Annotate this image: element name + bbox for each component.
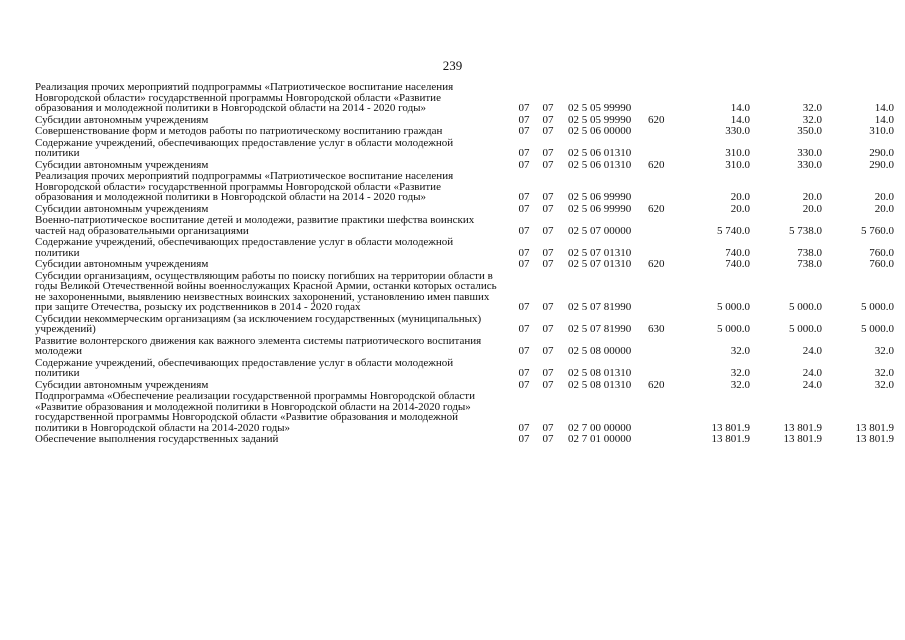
row-amount-year-1: 310.0	[725, 158, 750, 171]
row-amount-year-2: 32.0	[802, 113, 822, 126]
row-expense-type-code	[648, 171, 678, 204]
row-name: Субсидии некоммерческим организациям (за исключением государственных (муниципальных) учреждений)	[35, 312, 482, 335]
row-expense-type-code: 620	[648, 378, 665, 391]
row-subsection-code: 07	[542, 421, 554, 434]
row-amount-year-2: 5 000.0	[789, 301, 822, 313]
row-name: Содержание учреждений, обеспечивающих предоставление услуг в области молодежной политики	[35, 136, 454, 159]
table-row	[35, 358, 894, 380]
row-name: Реализация прочих мероприятий подпрограммы «Патриотическое воспитание населения Новгородской области» государственной программы Новгородской области «Развитие образования и молодежной политики в Новгородской области на 2014 - 2020 годы»	[35, 81, 454, 114]
row-name: Содержание учреждений, обеспечивающих предоставление услуг в области молодежной политики	[35, 356, 454, 379]
row-amount-year-2: 20.0	[802, 202, 822, 215]
table-row	[35, 82, 894, 115]
row-target-article-code: 02 5 06 00000	[568, 125, 632, 137]
row-amount-year-1: 330.0	[725, 125, 750, 137]
row-amount-year-2: 738.0	[797, 246, 822, 259]
table-row	[35, 314, 894, 336]
row-amount-year-2: 24.0	[802, 345, 822, 357]
row-subsection-code: 07	[542, 202, 554, 215]
row-name: Субсидии организациям, осуществляющим работы по поиску погибших на территории области в годы Великой Отечественной войны военнослужащих Красной Армии, останки которых остались не захороненными, выявлению неизвестных воинских захоронений, установлению имен павших при защите Отечества, розыску их родственников в 2014 - 2020 годах	[35, 269, 497, 313]
row-name: Реализация прочих мероприятий подпрограммы «Патриотическое воспитание населения Новгородской области» государственной программы Новгородской области «Развитие образования и молодежной политики в Новгородской области на 2014 - 2020 годы»	[35, 170, 454, 203]
row-expense-type-code	[648, 138, 678, 160]
row-section-code: 07	[518, 421, 530, 434]
row-amount-year-3: 14.0	[874, 102, 894, 114]
row-amount-year-3: 13 801.9	[855, 421, 894, 434]
row-amount-year-1: 14.0	[730, 113, 750, 126]
row-subsection-code: 07	[542, 258, 554, 270]
row-amount-year-1: 20.0	[730, 202, 750, 215]
row-name: Субсидии автономным учреждениям	[35, 113, 209, 126]
row-amount-year-3: 5 000.0	[861, 323, 894, 335]
row-amount-year-2: 13 801.9	[783, 433, 822, 445]
row-subsection-code: 07	[542, 246, 554, 259]
row-subsection-code: 07	[542, 158, 554, 171]
table-row	[35, 215, 894, 237]
row-target-article-code: 02 5 07 81990	[568, 323, 632, 335]
row-amount-year-2: 350.0	[797, 125, 822, 137]
row-amount-year-2: 24.0	[802, 367, 822, 379]
row-amount-year-1: 310.0	[725, 147, 750, 159]
row-amount-year-3: 290.0	[869, 158, 894, 171]
row-name: Содержание учреждений, обеспечивающих предоставление услуг в области молодежной политики	[35, 236, 454, 259]
table-row	[35, 237, 894, 259]
row-amount-year-1: 5 000.0	[717, 323, 750, 335]
row-name: Обеспечение выполнения государственных заданий	[35, 433, 279, 445]
row-target-article-code: 02 5 05 99990	[568, 102, 632, 114]
row-target-article-code: 02 5 05 99990	[568, 113, 632, 126]
row-section-code: 07	[518, 102, 530, 114]
row-section-code: 07	[518, 433, 530, 445]
row-expense-type-code: 630	[648, 323, 665, 335]
row-expense-type-code	[648, 336, 678, 358]
row-target-article-code: 02 5 06 01310	[568, 147, 632, 159]
row-subsection-code: 07	[542, 433, 554, 445]
row-section-code: 07	[518, 113, 530, 126]
row-amount-year-1: 740.0	[725, 246, 750, 259]
row-expense-type-code: 620	[648, 158, 665, 171]
row-section-code: 07	[518, 258, 530, 270]
row-amount-year-1: 20.0	[730, 191, 750, 203]
row-target-article-code: 02 5 06 01310	[568, 158, 632, 171]
row-amount-year-3: 32.0	[874, 345, 894, 357]
row-expense-type-code	[648, 391, 678, 434]
row-name: Субсидии автономным учреждениям	[35, 158, 209, 171]
row-amount-year-3: 20.0	[874, 191, 894, 203]
row-subsection-code: 07	[542, 125, 554, 137]
row-target-article-code: 02 5 08 01310	[568, 378, 632, 391]
table-row	[35, 138, 894, 160]
row-amount-year-1: 32.0	[730, 378, 750, 391]
row-target-article-code: 02 5 07 01310	[568, 258, 632, 270]
row-amount-year-2: 32.0	[802, 102, 822, 114]
row-amount-year-3: 14.0	[874, 113, 894, 126]
row-subsection-code: 07	[542, 224, 554, 237]
row-amount-year-3: 760.0	[869, 258, 894, 270]
row-amount-year-2: 24.0	[802, 378, 822, 391]
row-section-code: 07	[518, 125, 530, 137]
row-subsection-code: 07	[542, 345, 554, 357]
row-amount-year-3: 20.0	[874, 202, 894, 215]
budget-table	[35, 82, 894, 446]
row-amount-year-3: 290.0	[869, 147, 894, 159]
row-amount-year-2: 5 738.0	[789, 224, 822, 237]
row-expense-type-code	[648, 82, 678, 115]
row-expense-type-code: 620	[648, 113, 665, 126]
row-section-code: 07	[518, 378, 530, 391]
row-subsection-code: 07	[542, 147, 554, 159]
row-name: Субсидии автономным учреждениям	[35, 378, 209, 391]
row-expense-type-code	[648, 434, 678, 446]
row-amount-year-1: 740.0	[725, 258, 750, 270]
page-number: 239	[442, 58, 463, 73]
row-expense-type-code	[648, 237, 678, 259]
row-amount-year-2: 20.0	[802, 191, 822, 203]
row-amount-year-3: 5 760.0	[861, 224, 894, 237]
row-name: Военно-патриотическое воспитание детей и молодежи, развитие практики шефства воинских частей над образовательными организациями	[35, 214, 475, 237]
row-amount-year-3: 32.0	[874, 378, 894, 391]
row-amount-year-1: 13 801.9	[711, 433, 750, 445]
row-section-code: 07	[518, 323, 530, 335]
row-section-code: 07	[518, 345, 530, 357]
table-row	[35, 259, 894, 271]
row-expense-type-code	[648, 271, 678, 314]
table-row	[35, 171, 894, 204]
row-amount-year-1: 5 740.0	[717, 224, 750, 237]
row-amount-year-2: 5 000.0	[789, 323, 822, 335]
row-expense-type-code	[648, 126, 678, 138]
row-section-code: 07	[518, 246, 530, 259]
row-amount-year-3: 32.0	[874, 367, 894, 379]
row-target-article-code: 02 5 06 99990	[568, 202, 632, 215]
row-subsection-code: 07	[542, 323, 554, 335]
row-name: Субсидии автономным учреждениям	[35, 258, 209, 270]
row-target-article-code: 02 5 07 00000	[568, 224, 632, 237]
row-amount-year-2: 13 801.9	[783, 421, 822, 434]
row-amount-year-1: 14.0	[730, 102, 750, 114]
row-amount-year-3: 760.0	[869, 246, 894, 259]
row-expense-type-code	[648, 358, 678, 380]
row-subsection-code: 07	[542, 367, 554, 379]
table-row	[35, 126, 894, 138]
table-row	[35, 434, 894, 446]
row-amount-year-3: 5 000.0	[861, 301, 894, 313]
row-amount-year-1: 5 000.0	[717, 301, 750, 313]
row-amount-year-3: 13 801.9	[855, 433, 894, 445]
table-row	[35, 391, 894, 434]
row-target-article-code: 02 5 07 01310	[568, 246, 632, 259]
row-expense-type-code	[648, 215, 678, 237]
row-expense-type-code: 620	[648, 258, 665, 270]
row-subsection-code: 07	[542, 301, 554, 313]
row-subsection-code: 07	[542, 113, 554, 126]
row-amount-year-2: 738.0	[797, 258, 822, 270]
row-subsection-code: 07	[542, 378, 554, 391]
row-name: Субсидии автономным учреждениям	[35, 202, 209, 215]
budget-table-body	[35, 82, 894, 446]
row-name: Совершенствование форм и методов работы по патриотическому воспитанию граждан	[35, 125, 443, 137]
row-target-article-code: 02 7 01 00000	[568, 433, 632, 445]
row-section-code: 07	[518, 224, 530, 237]
row-subsection-code: 07	[542, 191, 554, 203]
row-section-code: 07	[518, 147, 530, 159]
row-section-code: 07	[518, 367, 530, 379]
table-row	[35, 336, 894, 358]
row-section-code: 07	[518, 158, 530, 171]
row-amount-year-1: 32.0	[730, 345, 750, 357]
row-target-article-code: 02 5 06 99990	[568, 191, 632, 203]
row-amount-year-1: 13 801.9	[711, 421, 750, 434]
row-target-article-code: 02 5 07 81990	[568, 301, 632, 313]
row-amount-year-1: 32.0	[730, 367, 750, 379]
row-name: Подпрограмма «Обеспечение реализации государственной программы Новгородской области «Развитие образования и молодежной политики в Новгородской области на 2014-2020 годы» государственной программы Новгородской области «Развитие образования и молодежной политики в Новгородской области на 2014-2020 годы»	[35, 390, 475, 434]
row-target-article-code: 02 5 08 00000	[568, 345, 632, 357]
row-expense-type-code: 620	[648, 202, 665, 215]
row-section-code: 07	[518, 191, 530, 203]
row-name: Развитие волонтерского движения как важного элемента системы патриотического воспитания молодежи	[35, 334, 482, 357]
row-subsection-code: 07	[542, 102, 554, 114]
row-section-code: 07	[518, 301, 530, 313]
row-amount-year-2: 330.0	[797, 147, 822, 159]
row-target-article-code: 02 5 08 01310	[568, 367, 632, 379]
row-section-code: 07	[518, 202, 530, 215]
row-amount-year-2: 330.0	[797, 158, 822, 171]
table-row	[35, 271, 894, 314]
row-target-article-code: 02 7 00 00000	[568, 421, 632, 434]
row-amount-year-3: 310.0	[869, 125, 894, 137]
